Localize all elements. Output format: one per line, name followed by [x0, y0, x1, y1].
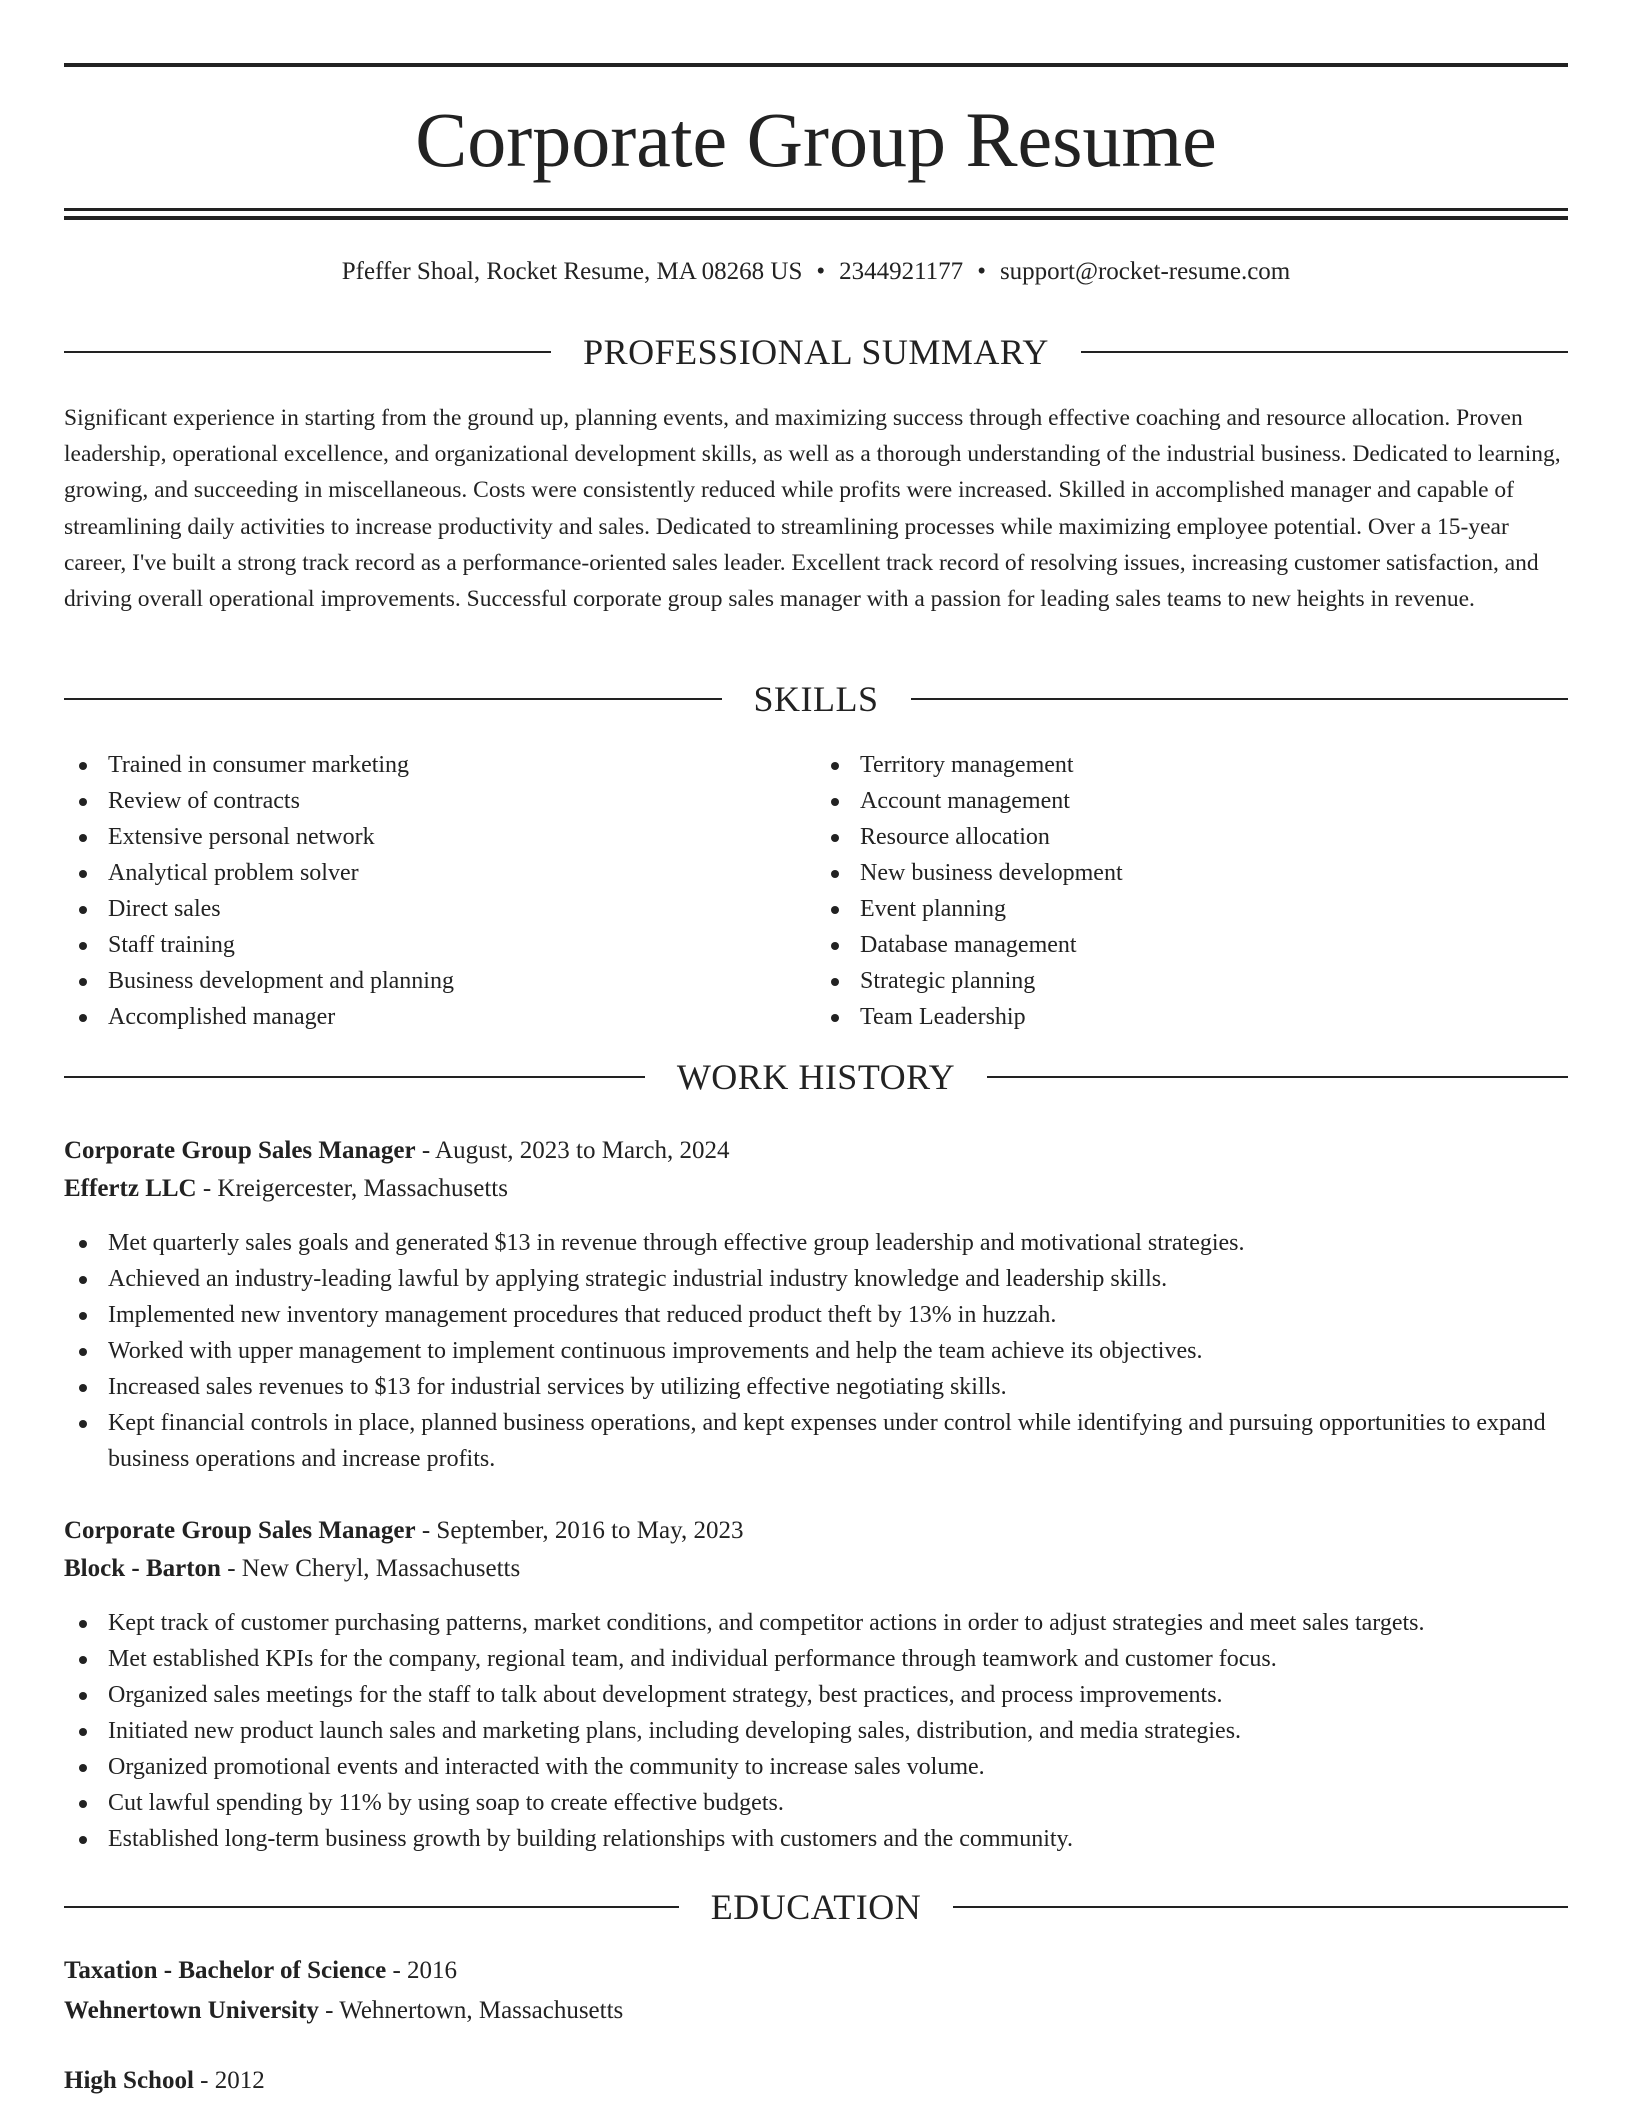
resume-title: Corporate Group Resume [415, 96, 1217, 183]
skill-item: Direct sales [64, 891, 816, 927]
skills-column-right [816, 747, 1568, 1035]
job-bullet: Met established KPIs for the company, regional team, and individual performance through teamwork and customer focus. [64, 1641, 1568, 1677]
job-title: Corporate Group Sales Manager [64, 1517, 416, 1544]
summary-heading [64, 330, 1568, 374]
skill-item: Analytical problem solver [64, 855, 816, 891]
header-top-rule [64, 63, 1568, 67]
job-bullet: Kept financial controls in place, planned business operations, and kept expenses under control while identifying and pursuing opportunities to expand business operations and increase profits. [64, 1405, 1568, 1477]
header-double-rule [64, 208, 1568, 220]
heading-rule-right [953, 1906, 1568, 1908]
contact-address: Pfeffer Shoal, Rocket Resume, MA 08268 US [341, 258, 803, 285]
education-degree-line [64, 1952, 1568, 1990]
skill-item: Strategic planning [816, 963, 1568, 999]
skill-item: Trained in consumer marketing [64, 747, 816, 783]
skill-item: Event planning [816, 891, 1568, 927]
job-bullet: Cut lawful spending by 11% by using soap to create effective budgets. [64, 1785, 1568, 1821]
education-school: Wehnertown University [64, 1997, 319, 2024]
job-location: - New Cheryl, Massachusetts [220, 1555, 521, 1582]
heading-rule-right [1081, 351, 1568, 353]
contact-separator: • [977, 258, 986, 285]
job-bullet: Achieved an industry-leading lawful by applying strategic industrial industry knowledge and leadership skills. [64, 1261, 1568, 1297]
skill-item: Resource allocation [816, 819, 1568, 855]
job-bullets [64, 1605, 1568, 1857]
work-heading [64, 1055, 1568, 1099]
education-degree: Taxation - Bachelor of Science [64, 1957, 387, 1984]
job-company-line [64, 1550, 1568, 1588]
skill-item: Business development and planning [64, 963, 816, 999]
education-heading [64, 1885, 1568, 1929]
job-bullet: Initiated new product launch sales and marketing plans, including developing sales, distribution, and media strategies. [64, 1713, 1568, 1749]
heading-rule-right [987, 1076, 1568, 1078]
job-bullet: Organized sales meetings for the staff to talk about development strategy, best practices, and process improvements. [64, 1677, 1568, 1713]
heading-rule-left [64, 1076, 645, 1078]
skill-item: Team Leadership [816, 999, 1568, 1035]
skills-heading [64, 677, 1568, 721]
job-location: - Kreigercester, Massachusetts [196, 1175, 508, 1202]
job-dates: - August, 2023 to March, 2024 [415, 1137, 730, 1164]
contact-line [64, 255, 1568, 289]
skill-item: Staff training [64, 927, 816, 963]
job-bullets [64, 1225, 1568, 1477]
summary-text: Significant experience in starting from the ground up, planning events, and maximizing success through effective coaching and resource allocation. Proven leadership, operational excellence, and organizational development skills, as well as a thorough understanding of the industrial business. Dedicated to learning, growing, and succeeding in miscellaneous. Costs were consistently reduced while profits were increased. Skilled in accomplished manager and capable of streamlining daily activities to increase productivity and sales. Dedicated to streamlining processes while maximizing employee potential. Over a 15-year career, I've built a strong track record as a performance-oriented sales leader. Excellent track record of resolving issues, increasing customer satisfaction, and driving overall operational improvements. Successful corporate group sales manager with a passion for leading sales teams to new heights in revenue. [64, 405, 1561, 613]
job-bullet: Implemented new inventory management procedures that reduced product theft by 13% in huzzah. [64, 1297, 1568, 1333]
job-bullet: Established long-term business growth by building relationships with customers and the community. [64, 1821, 1568, 1857]
education-location: - Wehnertown, Massachusetts [318, 1997, 624, 2024]
job-bullet: Increased sales revenues to $13 for industrial services by utilizing effective negotiating skills. [64, 1369, 1568, 1405]
education-year: - 2012 [193, 2067, 265, 2094]
skills-heading-label: SKILLS [753, 679, 879, 719]
education-heading-label: EDUCATION [710, 1887, 922, 1927]
job-title-line [64, 1512, 1568, 1550]
skills-column-left [64, 747, 816, 1035]
education-year: - 2016 [386, 1957, 458, 1984]
job-dates: - September, 2016 to May, 2023 [415, 1517, 744, 1544]
skill-item: Review of contracts [64, 783, 816, 819]
skill-item: Accomplished manager [64, 999, 816, 1035]
contact-email: support@rocket-resume.com [999, 258, 1291, 285]
skill-item: Account management [816, 783, 1568, 819]
heading-rule-left [64, 698, 722, 700]
skill-item: Extensive personal network [64, 819, 816, 855]
job-bullet: Worked with upper management to implement continuous improvements and help the team achieve its objectives. [64, 1333, 1568, 1369]
job-bullet: Met quarterly sales goals and generated $13 in revenue through effective group leadership and motivational strategies. [64, 1225, 1568, 1261]
job-company-line [64, 1170, 1568, 1208]
skills-list [64, 747, 1568, 1035]
job-bullet: Kept track of customer purchasing patterns, market conditions, and competitor actions in order to adjust strategies and meet sales targets. [64, 1605, 1568, 1641]
summary-heading-label: PROFESSIONAL SUMMARY [583, 332, 1049, 372]
job-bullet: Organized promotional events and interacted with the community to increase sales volume. [64, 1749, 1568, 1785]
education-degree-line [64, 2062, 1568, 2100]
skill-item: Database management [816, 927, 1568, 963]
work-heading-label: WORK HISTORY [676, 1057, 956, 1097]
heading-rule-right [911, 698, 1569, 700]
education-school-line [64, 1992, 1568, 2030]
job-company: Block - Barton [64, 1555, 221, 1582]
heading-rule-left [64, 351, 551, 353]
job-company: Effertz LLC [64, 1175, 197, 1202]
contact-separator: • [816, 258, 826, 285]
contact-phone: 2344921177 [839, 258, 964, 285]
job-title-line [64, 1132, 1568, 1170]
job-title: Corporate Group Sales Manager [64, 1137, 416, 1164]
skill-item: New business development [816, 855, 1568, 891]
skill-item: Territory management [816, 747, 1568, 783]
education-degree: High School [64, 2067, 194, 2094]
heading-rule-left [64, 1906, 679, 1908]
